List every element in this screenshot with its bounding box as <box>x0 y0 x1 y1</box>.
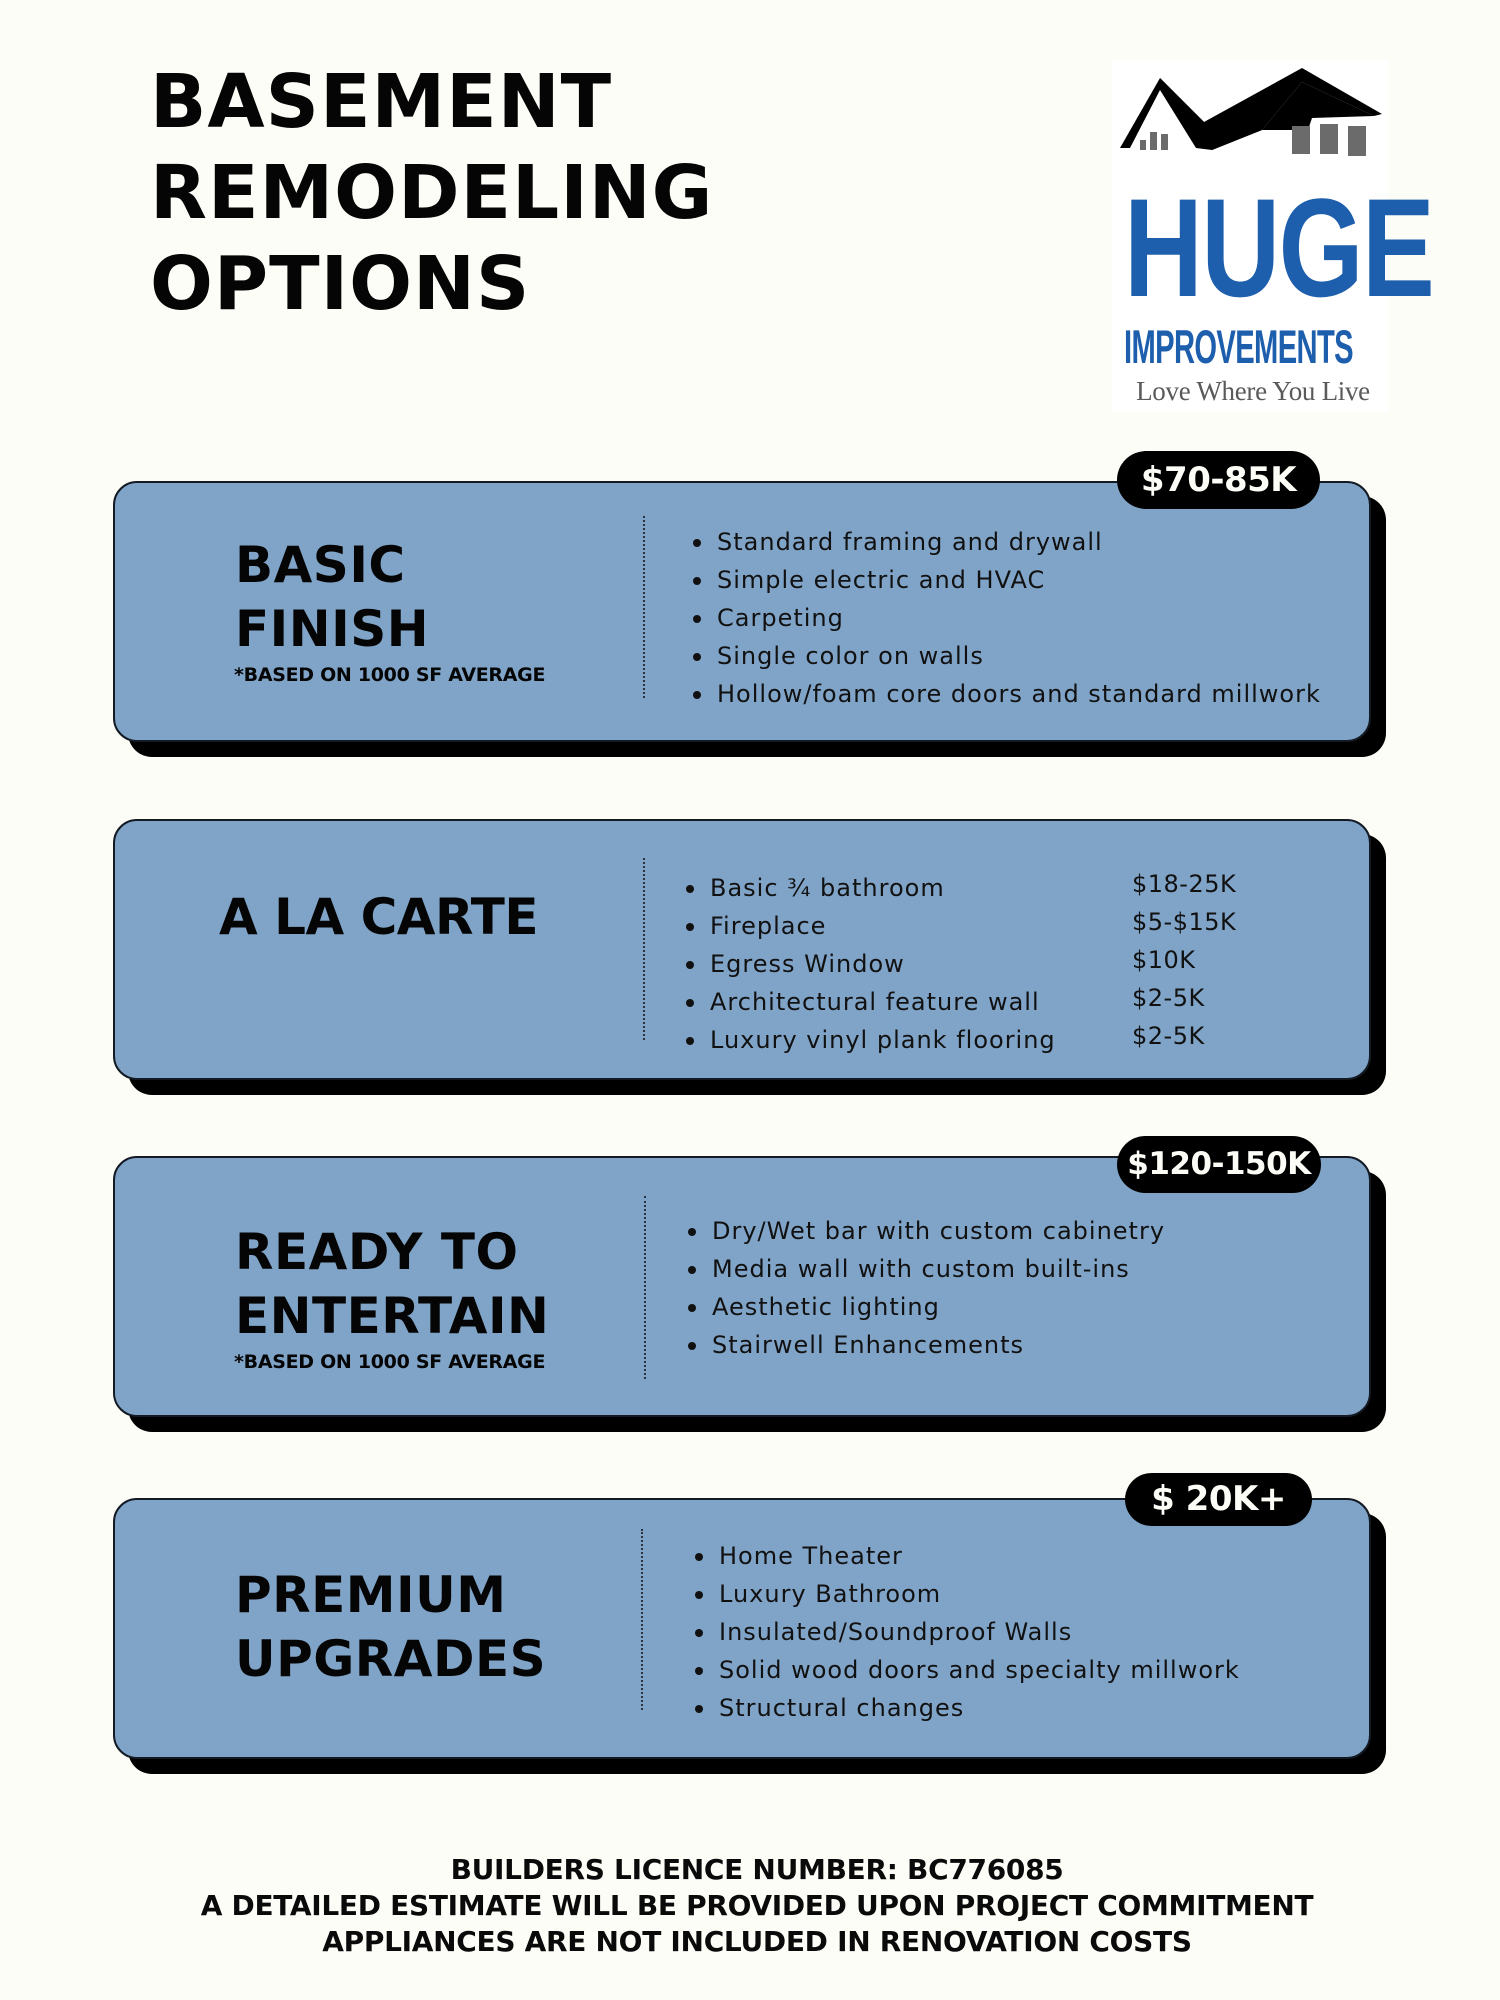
price-badge: $ 20K+ <box>1125 1473 1312 1526</box>
logo-brand-text: HUGE <box>1124 169 1434 326</box>
list-item <box>710 869 1237 907</box>
list-item <box>712 1288 1165 1326</box>
list-item <box>717 675 1321 713</box>
list-item <box>710 907 1237 945</box>
option-card-premium-upgrades <box>113 1498 1371 1759</box>
heading-line: FINISH <box>235 600 430 658</box>
item-price: $2-5K <box>1132 984 1205 1012</box>
card-heading <box>235 1220 549 1348</box>
bullet-icon <box>693 577 701 585</box>
bullet-icon <box>688 1304 696 1312</box>
item-label: Basic ¾ bathroom <box>710 874 945 902</box>
option-card-a-la-carte <box>113 819 1371 1080</box>
card-body <box>113 1498 1371 1759</box>
item-price: $18-25K <box>1132 870 1237 898</box>
card-heading <box>235 1563 546 1691</box>
bullet-icon <box>686 961 694 969</box>
bullet-icon <box>693 691 701 699</box>
title-line: REMODELING <box>150 150 714 236</box>
heading-line: ENTERTAIN <box>235 1287 550 1345</box>
list-item <box>712 1250 1165 1288</box>
bullet-icon <box>695 1629 703 1637</box>
bullet-icon <box>688 1266 696 1274</box>
list-item <box>710 1021 1205 1059</box>
card-body <box>113 481 1371 742</box>
item-label: Hollow/foam core doors and standard millwork <box>717 680 1321 708</box>
item-label: Single color on walls <box>717 642 984 670</box>
bullet-icon <box>695 1553 703 1561</box>
item-label: Solid wood doors and specialty millwork <box>719 1656 1240 1684</box>
title-line: BASEMENT <box>150 59 613 145</box>
bullet-icon <box>693 653 701 661</box>
dotted-divider <box>643 516 645 698</box>
list-item <box>719 1537 1240 1575</box>
option-card-ready-to-entertain <box>113 1156 1371 1417</box>
item-label: Home Theater <box>719 1542 903 1570</box>
option-card-basic-finish <box>113 481 1371 742</box>
list-item <box>717 523 1321 561</box>
item-label: Simple electric and HVAC <box>717 566 1046 594</box>
card-note: *BASED ON 1000 SF AVERAGE <box>234 664 546 686</box>
list-item <box>712 1212 1165 1250</box>
list-item <box>719 1613 1240 1651</box>
item-label: Aesthetic lighting <box>712 1293 940 1321</box>
logo-subbrand-text: IMPROVEMENTS <box>1124 320 1353 373</box>
bullet-icon <box>686 1037 694 1045</box>
card-note: *BASED ON 1000 SF AVERAGE <box>234 1351 546 1373</box>
item-label: Insulated/Soundproof Walls <box>719 1618 1073 1646</box>
item-label: Egress Window <box>710 950 905 978</box>
bullet-icon <box>688 1342 696 1350</box>
list-item <box>719 1575 1240 1613</box>
list-item <box>710 983 1205 1021</box>
logo-tagline: Love Where You Live <box>1136 376 1370 406</box>
card-body <box>113 1156 1371 1417</box>
price-badge: $70-85K <box>1117 451 1320 509</box>
item-label: Carpeting <box>717 604 844 632</box>
item-label: Luxury Bathroom <box>719 1580 942 1608</box>
card-heading <box>235 533 429 661</box>
feature-list <box>719 1537 1240 1727</box>
feature-list <box>717 523 1321 713</box>
item-label: Structural changes <box>719 1694 965 1722</box>
item-label: Dry/Wet bar with custom cabinetry <box>712 1217 1166 1245</box>
bullet-icon <box>693 539 701 547</box>
dotted-divider <box>643 858 645 1040</box>
bullet-icon <box>686 999 694 1007</box>
item-price: $5-$15K <box>1132 908 1237 936</box>
dotted-divider <box>641 1529 643 1710</box>
item-price: $10K <box>1132 946 1196 974</box>
appliances-note: APPLIANCES ARE NOT INCLUDED IN RENOVATION COSTS <box>322 1925 1192 1958</box>
estimate-note: A DETAILED ESTIMATE WILL BE PROVIDED UPON PROJECT COMMITMENT <box>200 1889 1314 1922</box>
item-label: Fireplace <box>710 912 827 940</box>
page-title <box>150 57 713 330</box>
item-label: Standard framing and drywall <box>717 528 1103 556</box>
item-label: Luxury vinyl plank flooring <box>710 1026 1056 1054</box>
item-price: $2-5K <box>1132 1022 1205 1050</box>
item-label: Stairwell Enhancements <box>712 1331 1024 1359</box>
bullet-icon <box>688 1228 696 1236</box>
bullet-icon <box>695 1667 703 1675</box>
bullet-icon <box>695 1591 703 1599</box>
price-badge: $120-150K <box>1117 1136 1321 1193</box>
heading-line: READY TO <box>235 1223 519 1281</box>
bullet-icon <box>695 1705 703 1713</box>
feature-list <box>712 1212 1165 1364</box>
card-heading <box>219 885 538 949</box>
list-item <box>717 561 1321 599</box>
list-item <box>710 945 1196 983</box>
heading-line: UPGRADES <box>235 1630 547 1688</box>
list-item <box>719 1689 1240 1727</box>
list-item <box>719 1651 1240 1689</box>
heading-line: A LA CARTE <box>219 888 538 946</box>
bullet-icon <box>686 923 694 931</box>
bullet-icon <box>686 885 694 893</box>
list-item <box>717 599 1321 637</box>
feature-price-list <box>710 869 1237 1059</box>
bullet-icon <box>693 615 701 623</box>
list-item <box>717 637 1321 675</box>
item-label: Architectural feature wall <box>710 988 1040 1016</box>
dotted-divider <box>644 1196 646 1379</box>
company-logo <box>1112 60 1434 412</box>
title-line: OPTIONS <box>150 241 531 327</box>
card-body <box>113 819 1371 1080</box>
item-label: Media wall with custom built-ins <box>712 1255 1130 1283</box>
footer-disclaimer <box>0 1852 1500 1960</box>
list-item <box>712 1326 1165 1364</box>
licence-number: BUILDERS LICENCE NUMBER: BC776085 <box>450 1853 1064 1886</box>
heading-line: PREMIUM <box>235 1566 507 1624</box>
heading-line: BASIC <box>235 536 406 594</box>
